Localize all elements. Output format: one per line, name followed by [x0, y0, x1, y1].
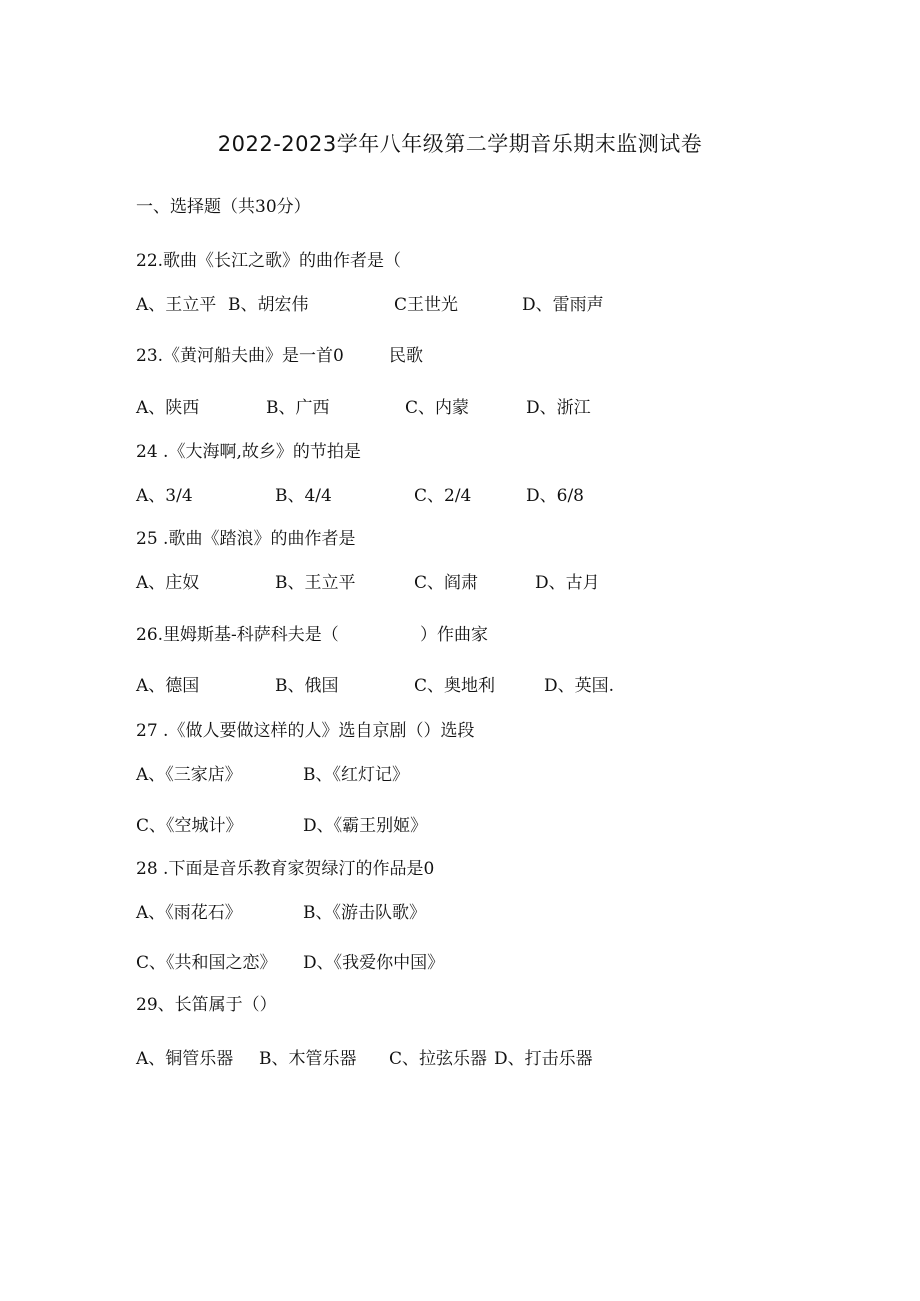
q22-option-d: D、雷雨声 [522, 295, 604, 315]
q22-option-c: C王世光 [394, 295, 459, 315]
question-26: 26.里姆斯基-科萨科夫是（ [136, 625, 339, 645]
q28-option-c: C、《共和国之恋》 [136, 953, 277, 973]
q26-option-b: B、俄国 [275, 676, 339, 696]
q27-option-b: B、《红灯记》 [303, 765, 409, 785]
q24-option-d: D、6/8 [526, 486, 584, 506]
q22-option-b: B、胡宏伟 [228, 295, 309, 315]
q29-option-d: D、打击乐器 [494, 1049, 593, 1069]
q24-option-a: A、3/4 [136, 486, 193, 506]
q26-option-c: C、奥地利 [414, 676, 496, 696]
q23-option-c: C、内蒙 [405, 398, 470, 418]
question-24: 24 .《大海啊,故乡》的节拍是 [136, 442, 361, 462]
q24-option-c: C、2/4 [414, 486, 472, 506]
question-29: 29、长笛属于（） [136, 995, 277, 1015]
question-23: 23.《黄河船夫曲》是一首0 [136, 346, 344, 366]
q25-option-b: B、王立平 [275, 573, 356, 593]
exam-title: 2022-2023学年八年级第二学期音乐期末监测试卷 [217, 132, 703, 156]
q27-option-d: D、《霸王别姬》 [303, 816, 428, 836]
question-22: 22.歌曲《长江之歌》的曲作者是（ [136, 251, 402, 271]
question-26-suffix: ）作曲家 [420, 625, 488, 645]
q23-option-d: D、浙江 [526, 398, 591, 418]
question-25: 25 .歌曲《踏浪》的曲作者是 [136, 529, 356, 549]
q27-option-a: A、《三家店》 [136, 765, 242, 785]
q25-option-c: C、阎肃 [414, 573, 479, 593]
question-23-suffix: 民歌 [389, 346, 423, 366]
q27-option-c: C、《空城计》 [136, 816, 243, 836]
q28-option-a: A、《雨花石》 [136, 903, 242, 923]
q23-option-a: A、陕西 [136, 398, 200, 418]
question-27: 27 .《做人要做这样的人》选自京剧（）选段 [136, 721, 475, 741]
q26-option-a: A、德国 [136, 676, 200, 696]
q28-option-d: D、《我爱你中国》 [303, 953, 445, 973]
q29-option-a: A、铜管乐器 [136, 1049, 234, 1069]
question-28: 28 .下面是音乐教育家贺绿汀的作品是0 [136, 859, 435, 879]
q25-option-d: D、古月 [535, 573, 600, 593]
q24-option-b: B、4/4 [275, 486, 332, 506]
section-heading: 一、选择题（共30分） [136, 197, 311, 217]
q26-option-d: D、英国. [544, 676, 615, 696]
q29-option-c: C、拉弦乐器 [389, 1049, 488, 1069]
q29-option-b: B、木管乐器 [259, 1049, 357, 1069]
q22-option-a: A、王立平 [136, 295, 217, 315]
q28-option-b: B、《游击队歌》 [303, 903, 426, 923]
q25-option-a: A、庄奴 [136, 573, 200, 593]
q23-option-b: B、广西 [266, 398, 330, 418]
